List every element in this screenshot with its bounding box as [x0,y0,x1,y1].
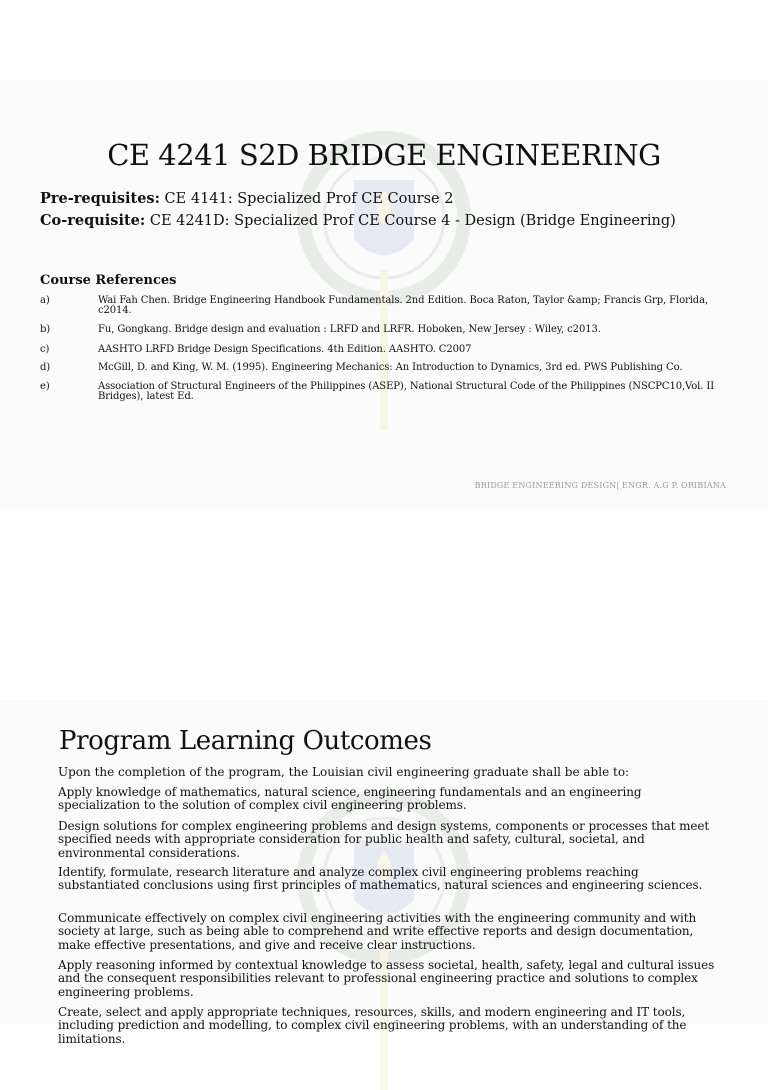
outcomes-intro: Upon the completion of the program, the Louisian civil engineering graduate shall be able to: [58,765,630,779]
page-top-margin [0,0,768,80]
corequisite-label: Co-requisite: [40,212,146,229]
slide-title: CE 4241 S2D BRIDGE ENGINEERING [107,138,661,172]
corequisite-value: CE 4241D: Specialized Prof CE Course 4 - Design (Bridge Engineering) [145,213,676,229]
reference-text: AASHTO LRFD Bridge Design Specifications. 4th Edition. AASHTO. C2007 [98,344,472,355]
slide-gap [0,510,768,700]
reference-index: c) [40,344,50,355]
reference-text: Association of Structural Engineers of the Philippines (ASEP), National Structural Code of the Philippines (NSCPC10,Vol. II Bridges), latest Ed. [98,381,715,402]
slide-footer: BRIDGE ENGINEERING DESIGN| ENGR. A.G P. ORIBIANA [474,481,726,490]
reference-text: McGill, D. and King, W. M. (1995). Engineering Mechanics: An Introduction to Dynamics, 3rd ed. PWS Publishing Co. [98,362,683,373]
reference-text: Wai Fah Chen. Bridge Engineering Handbook Fundamentals. 2nd Edition. Boca Raton, Taylor &amp; Francis Grp, Florida, c2014. [98,295,709,316]
outcome-item: Apply reasoning informed by contextual knowledge to assess societal, health, safety, legal and cultural issues and the consequent responsibilities relevant to professional engineering practice and solutions to complex engineering problems. [58,958,715,999]
reference-index: a) [40,295,50,306]
slide-title: Program Learning Outcomes [59,726,432,756]
reference-index: d) [40,362,51,373]
program-outcomes-slide [0,700,768,1046]
outcome-item: Apply knowledge of mathematics, natural science, engineering fundamentals and an engineering specialization to the solution of complex civil engineering problems. [58,785,642,813]
outcome-item: Identify, formulate, research literature and analyze complex civil engineering problems reaching substantiated conclusions using first principles of mathematics, natural sciences and engineering sciences. [58,865,703,893]
reference-index: e) [40,381,50,392]
references-heading: Course References [40,273,177,288]
outcome-item: Design solutions for complex engineering problems and design systems, components or processes that meet specified needs with appropriate consideration for public health and safety, cultural, societal, and environmental considerations. [58,819,710,860]
reference-text: Fu, Gongkang. Bridge design and evaluation : LRFD and LRFR. Hoboken, New Jersey : Wiley, c2013. [98,324,601,335]
prerequisites-line [40,190,453,207]
outcome-item: Create, select and apply appropriate techniques, resources, skills, and modern engineering and IT tools, including prediction and modelling, to complex civil engineering problems, with an understanding of the limitations. [58,1005,687,1046]
prerequisites-value: CE 4141: Specialized Prof CE Course 2 [159,191,454,207]
outcome-item: Communicate effectively on complex civil engineering activities with the engineering community and with society at large, such as being able to comprehend and write effective reports and design documentation, make effective presentations, and give and receive clear instructions. [58,911,697,952]
prerequisites-label: Pre-requisites: [40,190,160,207]
reference-index: b) [40,324,51,335]
corequisite-line [40,212,676,229]
course-info-slide [0,80,768,510]
